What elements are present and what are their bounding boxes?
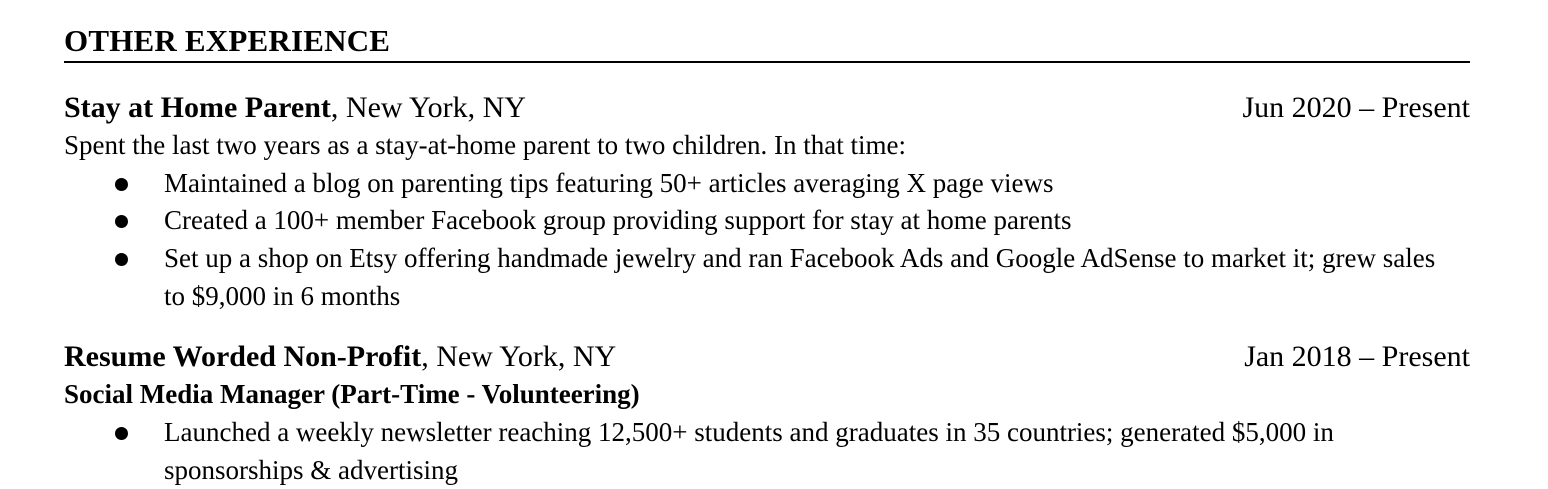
entry-header-stay-at-home-parent [64, 89, 1470, 127]
bullet-text: Set up a shop on Etsy offering handmade jewelry and ran Facebook Ads and Google AdSense to market it; grew sales to $9,000 in 6 months [164, 243, 1436, 311]
entry-location: , New York, NY [421, 340, 617, 373]
bullet-icon [115, 253, 128, 266]
bullet-text: Maintained a blog on parenting tips featuring 50+ articles averaging X page views [164, 168, 1054, 198]
bullet-icon [115, 178, 128, 191]
entry-organization: Stay at Home Parent [64, 91, 331, 124]
entry-intro: Spent the last two years as a stay-at-home parent to two children. In that time: [64, 130, 907, 160]
entry-header-resume-worded-non-profit [64, 338, 1470, 376]
bullet-text: Launched a weekly newsletter reaching 12,500+ students and graduates in 35 countries; generated $5,000 in sponsorships & advertising [164, 417, 1334, 485]
entry-dates: Jan 2018 – Present [1244, 340, 1470, 373]
section-title: OTHER EXPERIENCE [64, 23, 391, 58]
entry-location: , New York, NY [330, 91, 526, 124]
bullet-text: Created a 100+ member Facebook group providing support for stay at home parents [164, 205, 1072, 235]
section-divider [64, 61, 1470, 63]
bullet-icon [115, 427, 128, 440]
entry-organization: Resume Worded Non-Profit [64, 340, 422, 373]
bullet-icon [115, 215, 128, 228]
entry-role: Social Media Manager (Part-Time - Volunteering) [64, 379, 640, 409]
entry-dates: Jun 2020 – Present [1242, 91, 1470, 124]
